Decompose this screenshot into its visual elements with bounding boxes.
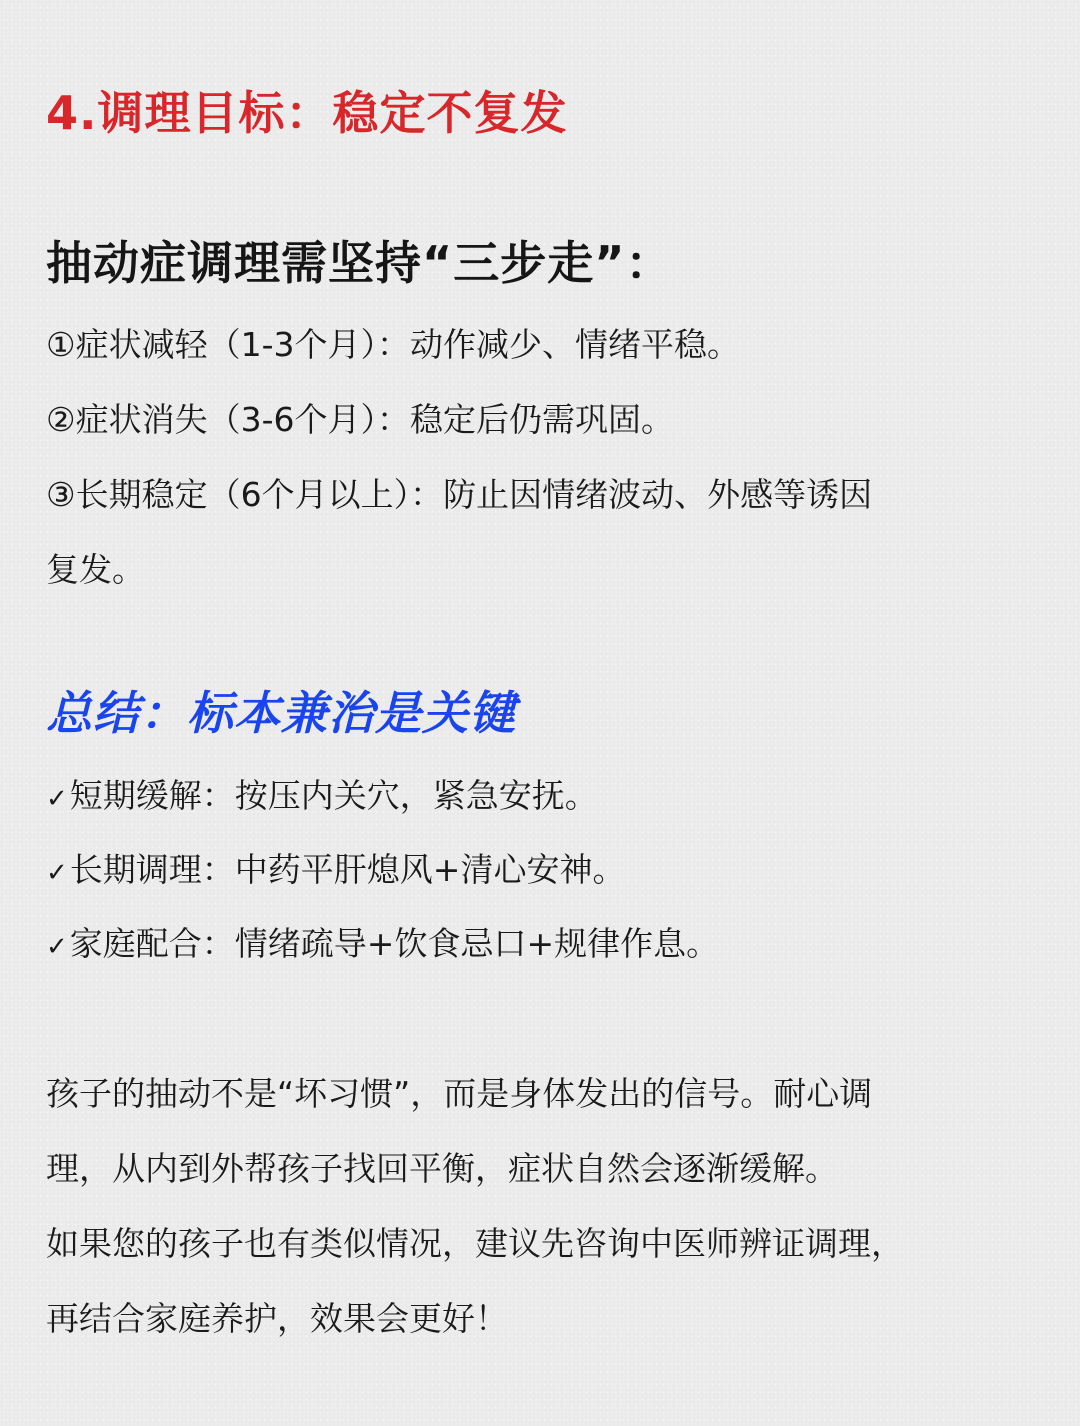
summary-item bbox=[46, 924, 720, 963]
step-item-2: ②症状消失（3-6个月）：稳定后仍需巩固。 bbox=[46, 400, 674, 439]
closing-paragraph-line: 如果您的孩子也有类似情况，建议先咨询中医师辨证调理， bbox=[46, 1224, 904, 1263]
check-mark-icon: ✓ bbox=[46, 932, 68, 962]
step-item-3-continued: 复发。 bbox=[46, 550, 145, 589]
check-mark-icon: ✓ bbox=[46, 858, 68, 888]
closing-paragraph-line: 再结合家庭养护，效果会更好！ bbox=[46, 1299, 508, 1338]
summary-title: 总结：标本兼治是关键 bbox=[46, 686, 516, 740]
closing-paragraph-line: 理，从内到外帮孩子找回平衡，症状自然会逐渐缓解。 bbox=[46, 1149, 838, 1188]
summary-item bbox=[46, 776, 598, 815]
section-subtitle-three-steps: 抽动症调理需坚持“三步走”： bbox=[46, 236, 673, 290]
closing-paragraph-line: 孩子的抽动不是“坏习惯”，而是身体发出的信号。耐心调 bbox=[46, 1074, 873, 1113]
step-item-1: ①症状减轻（1-3个月）：动作减少、情绪平稳。 bbox=[46, 325, 740, 364]
summary-item bbox=[46, 850, 626, 889]
summary-item-text: 短期缓解：按压内关穴，紧急安抚。 bbox=[69, 776, 598, 815]
check-mark-icon: ✓ bbox=[46, 784, 68, 814]
summary-item-text: 家庭配合：情绪疏导+饮食忌口+规律作息。 bbox=[69, 924, 720, 963]
step-item-3: ③长期稳定（6个月以上）：防止因情绪波动、外感等诱因 bbox=[46, 475, 873, 514]
section-title-goal: 4.调理目标：稳定不复发 bbox=[46, 86, 568, 140]
summary-item-text: 长期调理：中药平肝熄风+清心安神。 bbox=[69, 850, 626, 889]
